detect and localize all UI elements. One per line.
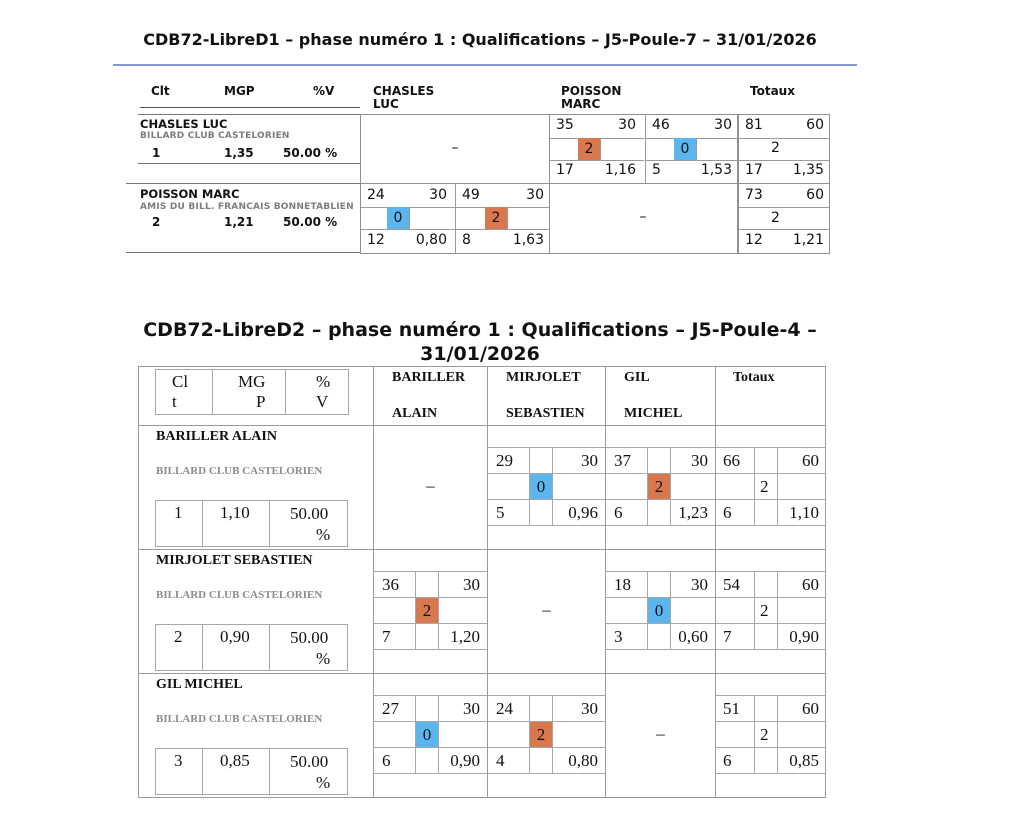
self-match-dash: – (656, 724, 665, 743)
header-clt: Clt (151, 84, 170, 98)
player-club: BILLARD CLUB CASTELORIEN (156, 713, 323, 725)
match-result-badge: 0 (416, 722, 438, 747)
row-divider (138, 114, 360, 115)
match-target: 30 (463, 575, 480, 594)
match-result-badge: 2 (648, 474, 670, 499)
total-target: 60 (802, 575, 819, 594)
match-cell (645, 114, 738, 183)
match-innings: 6 (614, 503, 623, 522)
match-target: 30 (581, 699, 598, 718)
total-points: 54 (723, 575, 740, 594)
total-target: 60 (802, 699, 819, 718)
player-clt: 2 (152, 215, 161, 229)
match-innings: 6 (382, 751, 391, 770)
grid-line (212, 369, 213, 415)
match-innings: 5 (496, 503, 505, 522)
title-underline (113, 64, 857, 66)
match-points: 36 (382, 575, 399, 594)
total-result: 2 (771, 210, 780, 226)
total-average: 0,90 (789, 627, 819, 646)
player-name: POISSON MARC (140, 187, 240, 201)
match-cell (361, 184, 455, 254)
header-pv: %V (313, 84, 335, 98)
match-points: 29 (496, 451, 513, 470)
player-club: BILLARD CLUB CASTELORIEN (140, 131, 290, 141)
totals-cell (716, 426, 826, 549)
match-cell (606, 426, 715, 549)
match-average: 0,90 (450, 751, 480, 770)
total-innings: 12 (745, 232, 763, 248)
total-innings: 7 (723, 627, 732, 646)
match-result-badge: 0 (530, 474, 552, 499)
match-result-badge: 2 (416, 598, 438, 623)
total-result: 2 (771, 140, 780, 156)
self-match-dash: – (542, 600, 551, 619)
totals-cell (716, 550, 826, 673)
match-average: 1,16 (604, 162, 636, 178)
header-col2: POISSON MARC (561, 84, 622, 111)
match-innings: 7 (382, 627, 391, 646)
total-points: 81 (745, 117, 763, 133)
match-innings: 12 (367, 232, 385, 248)
header-col1: CHASLES LUC (373, 84, 435, 111)
match-average: 0,80 (415, 232, 447, 248)
grid-line (269, 500, 270, 547)
match-result-badge: 2 (578, 138, 600, 160)
player-mgp: 0,85 (220, 751, 250, 770)
total-result: 2 (760, 477, 769, 496)
player-mgp: 1,21 (224, 215, 254, 229)
match-points: 27 (382, 699, 399, 718)
header-col1: BARILLER (392, 370, 466, 385)
match-points: 18 (614, 575, 631, 594)
match-result-badge: 0 (674, 138, 696, 160)
player-clt: 1 (152, 146, 161, 160)
header-col2: MIRJOLET (506, 370, 581, 385)
match-cell (550, 114, 644, 183)
total-innings: 17 (745, 162, 763, 178)
player-mgp: 1,35 (224, 146, 254, 160)
player-name: BARILLER ALAIN (156, 429, 277, 444)
total-result: 2 (760, 725, 769, 744)
match-result-badge: 2 (530, 722, 552, 747)
row-divider (126, 183, 360, 184)
match-average: 1,53 (700, 162, 732, 178)
table2-title: CDB72-LibreD2 – phase numéro 1 : Qualifications – J5-Poule-4 – 31/01/2026 (143, 319, 817, 365)
grid-line (202, 500, 203, 547)
header-col1-line2: ALAIN (392, 406, 438, 421)
player-pv: 50.00 % (283, 215, 338, 229)
self-match-dash: – (426, 476, 435, 495)
header-clt: Cl t (172, 372, 189, 411)
total-target: 60 (802, 451, 819, 470)
player-clt: 1 (174, 503, 183, 522)
match-cell (606, 550, 715, 673)
grid-line (202, 624, 203, 671)
player-pv: 50.00 % (290, 628, 331, 668)
match-points: 35 (556, 117, 574, 133)
totals-cell (739, 114, 830, 183)
totals-cell (739, 184, 830, 254)
match-innings: 8 (462, 232, 471, 248)
header-totals: Totaux (750, 84, 795, 98)
match-innings: 3 (614, 627, 623, 646)
grid-line (269, 624, 270, 671)
match-average: 0,60 (678, 627, 708, 646)
row-divider (126, 252, 360, 253)
player-club: BILLARD CLUB CASTELORIEN (156, 465, 323, 477)
match-result-badge: 2 (485, 207, 507, 229)
total-average: 1,10 (789, 503, 819, 522)
match-points: 24 (367, 187, 385, 203)
row-divider (138, 163, 360, 164)
player-name: CHASLES LUC (140, 117, 228, 131)
self-match-dash: – (451, 140, 459, 156)
match-average: 1,63 (512, 232, 544, 248)
match-result-badge: 0 (387, 207, 409, 229)
total-innings: 6 (723, 751, 732, 770)
match-target: 30 (526, 187, 544, 203)
match-innings: 17 (556, 162, 574, 178)
match-points: 37 (614, 451, 631, 470)
header-col2-line2: SEBASTIEN (506, 406, 585, 421)
total-average: 0,85 (789, 751, 819, 770)
match-average: 0,96 (568, 503, 598, 522)
grid-line (202, 748, 203, 795)
self-match-dash: – (639, 209, 647, 225)
match-points: 24 (496, 699, 513, 718)
match-cell (374, 550, 487, 673)
grid-line (285, 369, 286, 415)
match-cell (455, 184, 550, 254)
match-points: 46 (652, 117, 670, 133)
player-club: BILLARD CLUB CASTELORIEN (156, 589, 323, 601)
player-clt: 2 (174, 627, 183, 646)
total-points: 73 (745, 187, 763, 203)
match-cell (374, 674, 487, 797)
match-result-badge: 0 (648, 598, 670, 623)
match-target: 30 (618, 117, 636, 133)
match-target: 30 (581, 451, 598, 470)
total-average: 1,21 (792, 232, 824, 248)
header-totals: Totaux (733, 370, 775, 385)
total-innings: 6 (723, 503, 732, 522)
header-mgp: MGP (224, 84, 255, 98)
match-average: 1,20 (450, 627, 480, 646)
match-target: 30 (691, 575, 708, 594)
total-result: 2 (760, 601, 769, 620)
total-target: 60 (806, 117, 824, 133)
match-innings: 4 (496, 751, 505, 770)
total-points: 51 (723, 699, 740, 718)
player-clt: 3 (174, 751, 183, 770)
player-name: MIRJOLET SEBASTIEN (156, 553, 313, 568)
match-average: 1,23 (678, 503, 708, 522)
player-pv: 50.00 % (290, 752, 331, 792)
match-target: 30 (691, 451, 708, 470)
match-average: 0,80 (568, 751, 598, 770)
total-target: 60 (806, 187, 824, 203)
grid-line (269, 748, 270, 795)
totals-cell (716, 674, 826, 797)
match-points: 49 (462, 187, 480, 203)
match-target: 30 (463, 699, 480, 718)
total-points: 66 (723, 451, 740, 470)
player-mgp: 1,10 (220, 503, 250, 522)
player-pv: 50.00 % (283, 146, 338, 160)
total-average: 1,35 (792, 162, 824, 178)
player-mgp: 0,90 (220, 627, 250, 646)
header-divider (140, 107, 360, 108)
header-col3: GIL (624, 370, 650, 385)
match-cell (488, 674, 605, 797)
match-target: 30 (714, 117, 732, 133)
table1-title: CDB72-LibreD1 – phase numéro 1 : Qualifications – J5-Poule-7 – 31/01/2026 (143, 30, 817, 49)
header-pv: % V (316, 372, 331, 411)
player-club: AMIS DU BILL. FRANCAIS BONNETABLIEN (140, 202, 354, 212)
player-pv: 50.00 % (290, 504, 331, 544)
header-col3-line2: MICHEL (624, 406, 683, 421)
header-mgp: MG P (238, 372, 266, 411)
match-target: 30 (429, 187, 447, 203)
player-name: GIL MICHEL (156, 677, 243, 692)
match-cell (488, 426, 605, 549)
match-innings: 5 (652, 162, 661, 178)
